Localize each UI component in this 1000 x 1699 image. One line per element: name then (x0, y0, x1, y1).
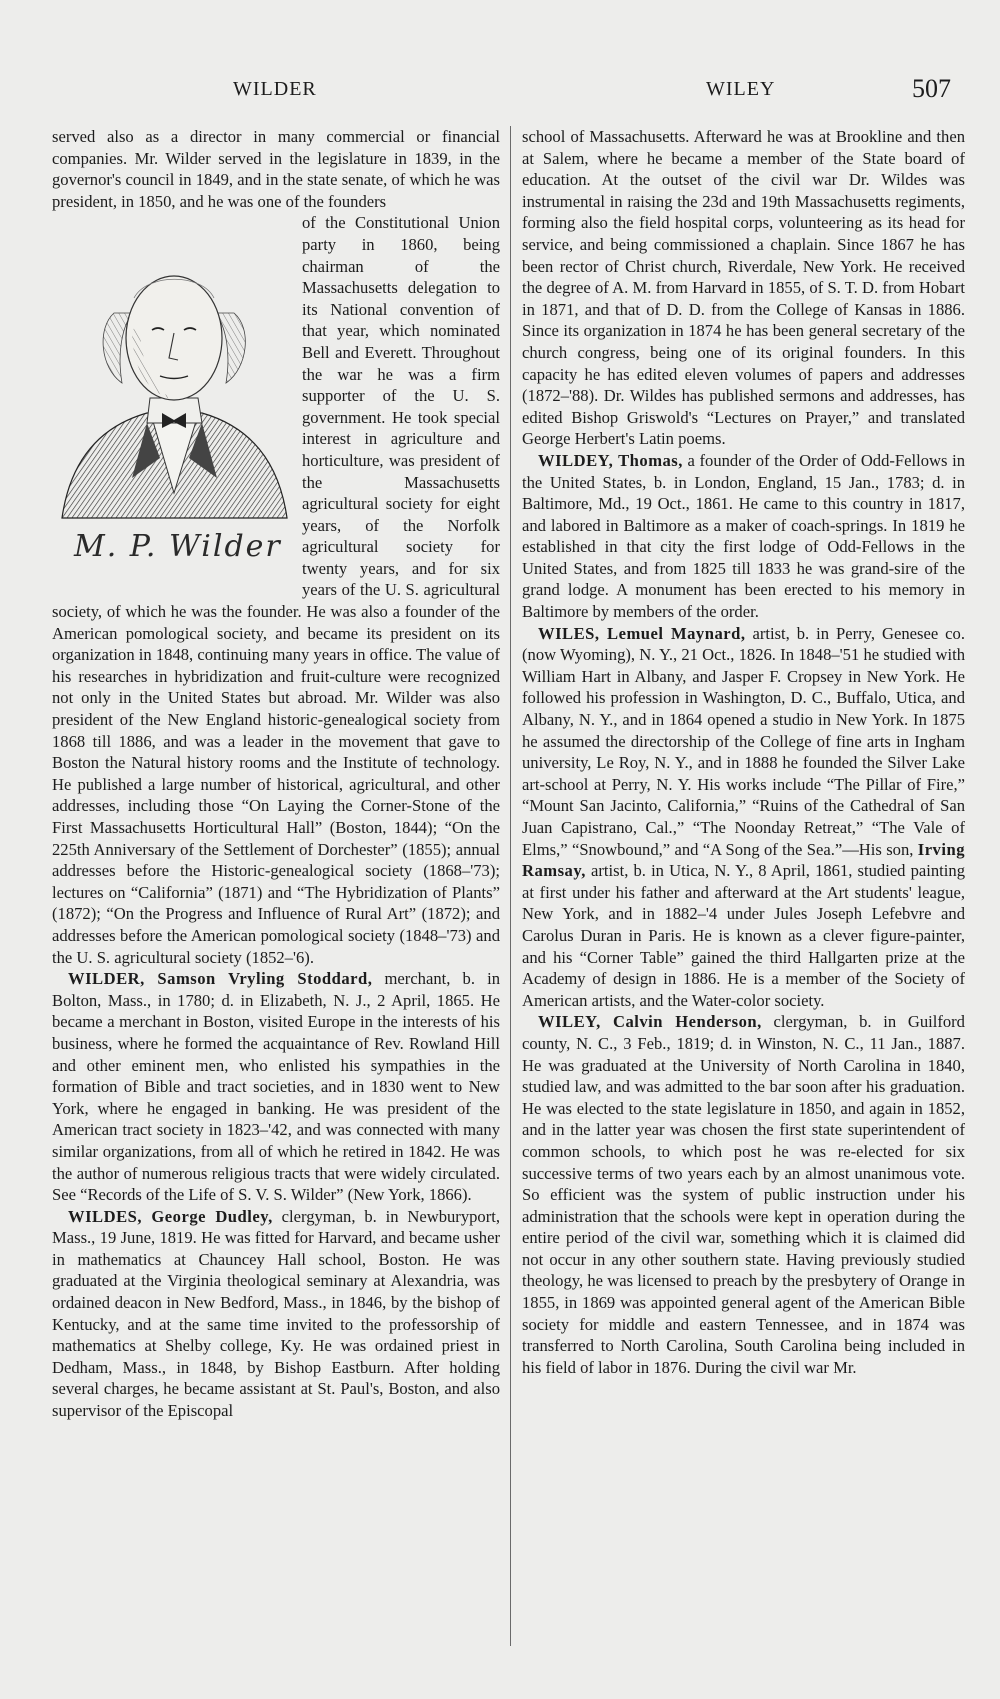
wilder-continued-intro: served also as a director in many commercial or financial companies. Mr. Wilder served in the legislature in 1839, in the governor's council in 1849, and in the state senate, of which he was president, in 1850, and he was one of the founders (52, 127, 500, 211)
entry-text: a founder of the Order of Odd-Fellows in the United States, b. in London, England, 15 Jan., 1783; d. in Baltimore, Md., 19 Oct., 1861. He came to this country in 1817, and labored in Baltimore as a maker of coach-springs. In 1819 he established in that city the first lodge of Odd-Fellows in the United States, and from 1825 till 1833 he was grand-sire of the grand lodge. A monument has been erected to his memory in Baltimore by members of the order. (522, 450, 965, 622)
headword: WILDEY, Thomas, (538, 450, 683, 470)
left-column (52, 126, 500, 1646)
headword: WILES, Lemuel Maynard, (538, 623, 746, 643)
running-head-right: WILEY (706, 78, 776, 100)
running-head-left: WILDER (233, 78, 317, 100)
entry-wiley-calvin (522, 1011, 965, 1378)
sub-headword: Irving Ramsay, (522, 839, 965, 881)
entry-text: clergyman, b. in Guilford county, N. C., 3 Feb., 1819; d. in Winston, N. C., 11 Jan., 1887. He was graduated at the University of North Carolina in 1840, studied law, and was admitted to the bar soon after his graduation. He was elected to the state legislature in 1850, and again in 1852, and in the latter year was chosen the first state superintendent of common schools, to which post he was re-elected for six successive terms of two years each by an almost unanimous vote. So efficient was the system of public instruction under his administration that the schools were kept in operation during the entire period of the civil war, something which it is claimed did not occur in any other southern state. Having previously studied theology, he was licensed to preach by the presbytery of Orange in 1855, in 1869 was appointed general agent of the American Bible society for middle and eastern Tennessee, and in 1874 was transferred to North Carolina, South Carolina being included in his field of labor in 1876. During the civil war Mr. (522, 1012, 965, 1377)
wilder-continued-body: of the Constitutional Union party in 1860, being chairman of the Massachusetts delegation to its National convention of that year, which nominated Bell and Everett. Throughout the war he was a firm supporter of the U. S. government. He took special interest in agriculture and horticulture, was president of the Massachusetts agricultural society for eight years, of the Norfolk agricultural society for twenty years, and for six years of the U. S. agricultural society, of which he was the founder. He was also a founder of the American pomological society, and became its president on its organization in 1848, continuing many years in office. The value of his researches in hybridization and fruit-culture were recognized not only in the United States but abroad. Mr. Wilder was also president of the New England historic-genealogical society from 1868 till 1886, and was a leader in the movement that gave to Boston the Natural history rooms and the Institute of technology. He published a large number of historical, agricultural, and other addresses, including those “On Laying the Corner-Stone of the First Massachusetts Horticultural Hall” (Boston, 1844); “On the 225th Anniversary of the Settlement of Dorchester” (1855); annual addresses before the Historic-genealogical society (1868–'73); lectures on “California” (1871) and “The Hybridization of Plants” (1872); “On the Progress and Influence of Rural Art” (1872); and addresses before the American pomological society (1848–'73) and the U. S. agricultural society (1852–'6). (52, 213, 500, 967)
headword: WILDER, Samson Vryling Stoddard, (68, 969, 373, 989)
entry-text: clergyman, b. in Newburyport, Mass., 19 June, 1819. He was fitted for Harvard, and became usher in mathematics at Chauncey Hall school, Boston. He was graduated at the Virginia theological seminary at Alexandria, was ordained deacon in New Bedford, Mass., in 1846, by the bishop of Kentucky, and at the same time invited to the professorship of mathematics at Shelby college, Ky. He was ordained priest in Dedham, Mass., in 1848, by Bishop Eastburn. After holding several charges, he became assistant at St. Paul's, Boston, and also supervisor of the Episcopal (52, 1206, 500, 1421)
right-column (522, 126, 965, 1646)
entry-wilder-samson (52, 968, 500, 1206)
column-rule (510, 126, 511, 1646)
entry-text: merchant, b. in Bolton, Mass., in 1780; d. in Elizabeth, N. J., 2 April, 1865. He became a merchant in Boston, visited Europe in the interests of his business, where he formed the acquaintance of Rev. Rowland Hill and other eminent men, who enlisted his sympathies in the formation of Bible and tract societies, and in 1830 went to New York, where he engaged in banking. He was president of the American tract society in 1823–'42, and was connected with many similar organizations, from all of which he retired in 1842. He was the author of numerous religious tracts that were widely circulated. See “Records of the Life of S. V. S. Wilder” (New York, 1866). (52, 969, 500, 1205)
portrait-engraving (52, 218, 292, 583)
running-head (0, 74, 1000, 104)
entry-wildey-thomas (522, 450, 965, 623)
headword: WILEY, Calvin Henderson, (538, 1012, 762, 1032)
page-number: 507 (912, 74, 951, 103)
entry-text: artist, b. in Utica, N. Y., 8 April, 1861, studied painting at first under his father and afterward at the Art students' league, New York, and in 1882–'4 under Jules Joseph Lefebvre and Carolus Duran in Paris. He is known as a clever figure-painter, and his “Corner Table” gained the third Hallgarten prize at the Academy of design in 1886. He is a member of the Society of American artists, and the Water-color society. (522, 861, 965, 1010)
entry-wiles-lemuel (522, 623, 965, 1012)
entry-text: artist, b. in Perry, Genesee co. (now Wyoming), N. Y., 21 Oct., 1826. In 1848–'51 he studied with William Hart in Albany, and Jasper F. Cropsey in New York. He followed his profession in Washington, D. C., Buffalo, Utica, and Albany, N. Y., and in 1864 opened a studio in New York. In 1875 he assumed the directorship of the College of fine arts in Ingham university, Le Roy, N. Y., and in 1888 he founded the Silver Lake art-school at Perry, N. Y. His works include “The Pillar of Fire,” “Mount San Jacinto, California,” “Ruins of the Cathedral of San Juan Capistrano, Cal.,” “The Noonday Retreat,” “The Vale of Elms,” “Snowbound,” and “A Song of the Sea.”—His son, (522, 623, 965, 859)
headword: WILDES, George Dudley, (68, 1206, 273, 1226)
wildes-continued-body: school of Massachusetts. Afterward he was at Brookline and then at Salem, where he became a member of the State board of education. At the outset of the civil war Dr. Wildes was instrumental in raising the 23d and 19th Massachusetts regiments, forming also the field hospital corps, volunteering as its head for service, and being commissioned a chaplain. Since 1867 he has been rector of Christ church, Riverdale, New York. He received the degree of A. M. from Harvard in 1855, of S. T. D. from Hobart in 1871, and that of D. D. from the College of Kansas in 1886. Since its organization in 1874 he has been general secretary of the church congress, being one of its original founders. In this capacity he has edited eleven volumes of papers and addresses (1872–'88). Dr. Wildes has published sermons and addresses, has edited Bishop Griswold's “Lectures on Prayer,” and translated George Herbert's Latin poems. (522, 127, 965, 449)
entry-wildes-george (52, 1206, 500, 1422)
signature: M. P. Wilder (74, 529, 282, 565)
portrait-illustration (52, 218, 292, 548)
